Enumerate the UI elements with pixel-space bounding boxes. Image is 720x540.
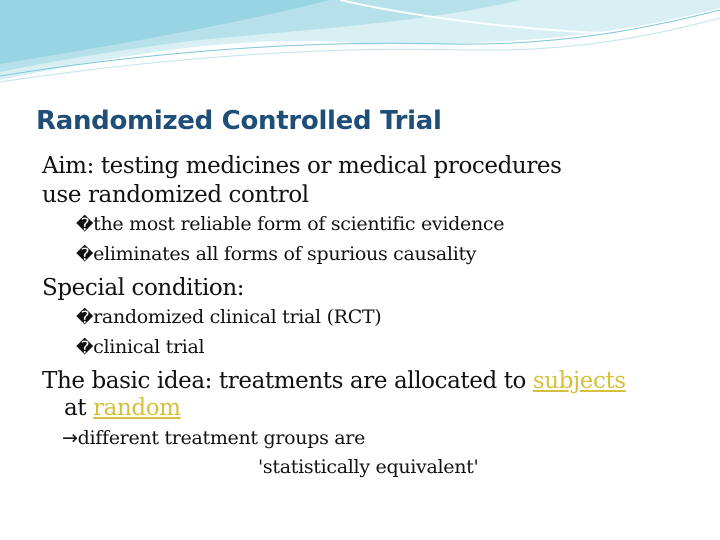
bullet-icon: � — [76, 308, 94, 328]
bullet-icon: � — [76, 338, 94, 358]
special-bullet-1-text: randomized clinical trial (RCT) — [93, 306, 382, 328]
header-wave-decoration — [0, 0, 720, 90]
aim-bullet-1 — [76, 210, 702, 240]
result-line-2: 'statistically equivalent' — [258, 456, 479, 478]
result-line-1-text: different treatment groups are — [77, 427, 366, 449]
special-bullet-2 — [76, 333, 702, 363]
basic-idea-line-1 — [42, 367, 702, 396]
aim-line-1: Aim: testing medicines or medical procedures — [42, 153, 562, 179]
aim-bullet-2-text: eliminates all forms of spurious causality — [93, 243, 477, 265]
slide-title: Randomized Controlled Trial — [36, 106, 442, 136]
aim-line-2: use randomized control — [42, 182, 309, 208]
result-line-1 — [62, 424, 702, 453]
basic-idea-cont-text: at — [64, 395, 94, 421]
subjects-link[interactable]: subjects — [532, 368, 626, 394]
aim-bullet-2 — [76, 240, 702, 270]
special-bullet-1 — [76, 303, 702, 333]
basic-idea-text: The basic idea: treatments are allocated to — [42, 368, 533, 394]
random-link[interactable]: random — [93, 395, 181, 421]
slide-body — [42, 152, 702, 482]
special-condition-label: Special condition: — [42, 275, 245, 301]
aim-bullet-1-text: the most reliable form of scientific evidence — [93, 213, 505, 235]
basic-idea-line-2 — [64, 396, 702, 420]
special-bullet-2-text: clinical trial — [93, 336, 205, 358]
right-arrow-icon: → — [62, 427, 78, 449]
bullet-icon: � — [76, 215, 94, 235]
bullet-icon: � — [76, 245, 94, 265]
